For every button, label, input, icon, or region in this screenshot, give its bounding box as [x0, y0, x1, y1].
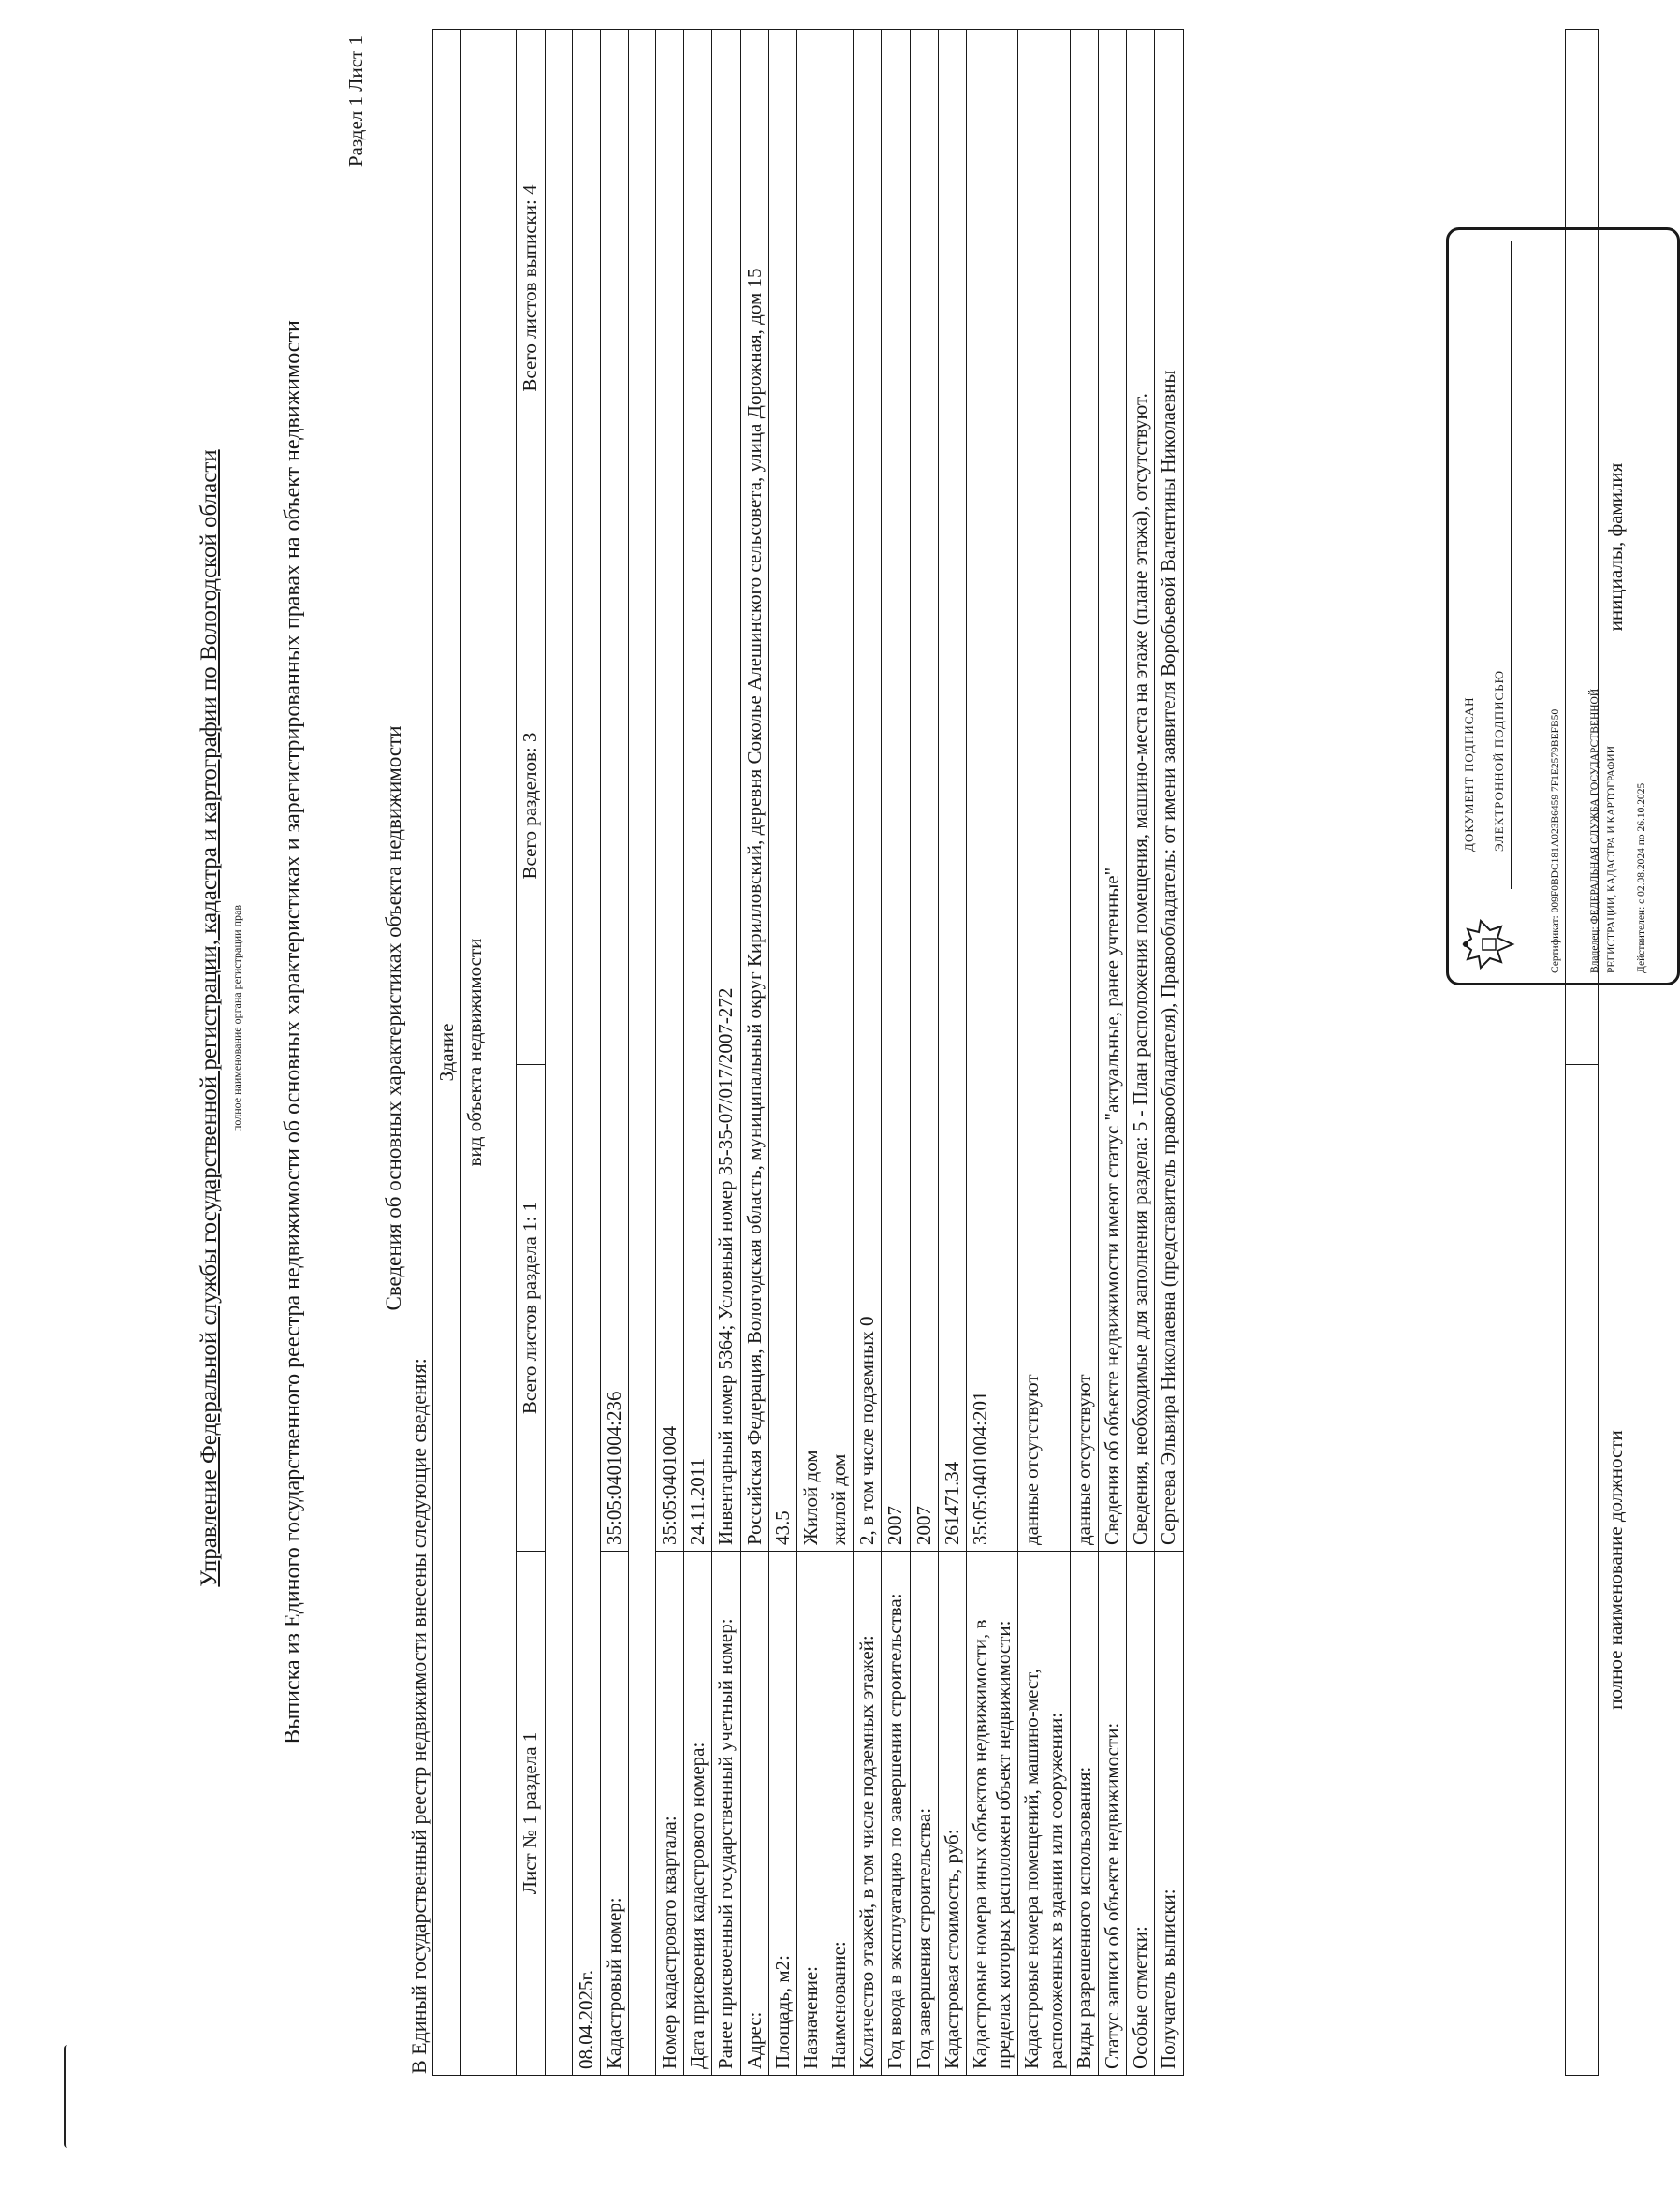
row-value: жилой дом — [825, 30, 854, 1552]
organization-caption: полное наименование органа регистрации прав — [230, 904, 243, 1132]
row-value: 35:05:0401004 — [655, 30, 683, 1552]
row-label: Кадастровые номера иных объектов недвижимости, в пределах которых расположен объект недвижимости: — [967, 1552, 1018, 2076]
row-value: 2007 — [910, 30, 938, 1552]
row-value: 43.5 — [768, 30, 796, 1552]
stamp-divider — [1511, 241, 1512, 889]
row-label: Количество этажей, в том числе подземных этажей: — [854, 1552, 882, 2076]
table-row — [825, 30, 854, 2076]
table-row — [1070, 30, 1098, 2076]
row-label: Статус записи об объекте недвижимости: — [1098, 1552, 1126, 2076]
spacer-row — [628, 30, 655, 2076]
signature-table — [1565, 29, 1634, 2076]
signature-position-cell — [1566, 1065, 1599, 2076]
sheet-number: Лист № 1 раздела 1 — [517, 1552, 545, 2076]
table-row — [1155, 30, 1183, 2076]
electronic-signature-stamp — [1446, 227, 1680, 985]
row-label: Назначение: — [796, 1552, 825, 2076]
sheets-total: Всего листов выписки: 4 — [517, 30, 545, 547]
table-row — [655, 30, 683, 2076]
table-row — [1098, 30, 1126, 2076]
stamp-owner: Владелец: ФЕДЕРАЛЬНАЯ СЛУЖБА ГОСУДАРСТВЕННОЙ — [1589, 688, 1600, 973]
table-row — [1018, 30, 1070, 2076]
row-label: Год ввода в эксплуатацию по завершении строительства: — [882, 1552, 910, 2076]
row-value: данные отсутствуют — [1018, 30, 1070, 1552]
row-value: Сергеева Эльвира Николаевна (представитель правообладателя), Правообладатель: от имени заявителя Воробьевой Валентины Николаевны — [1155, 30, 1183, 1552]
row-value: 24.11.2011 — [684, 30, 712, 1552]
row-label: Кадастровая стоимость, руб: — [938, 1552, 966, 2076]
row-value: Сведения об объекте недвижимости имеют статус "актуальные, ранее учтенные" — [1098, 30, 1126, 1552]
row-value: данные отсутствуют — [1070, 30, 1098, 1552]
sheets-in-section: Всего листов раздела 1: 1 — [517, 1065, 545, 1552]
object-type-caption: вид объекта недвижимости — [461, 30, 489, 2076]
table-row — [740, 30, 768, 2076]
cadastral-number-label: Кадастровый номер: — [600, 1552, 628, 2076]
cadastral-number-value: 35:05:0401004:236 — [600, 30, 628, 1552]
stamp-line-2: ЭЛЕКТРОННОЙ ПОДПИСЬЮ — [1492, 670, 1506, 852]
row-value: Сведения, необходимые для заполнения раздела: 5 - План расположения помещения, машино-места на этаже (плане этажа), отсутствуют. — [1127, 30, 1155, 1552]
table-row — [684, 30, 712, 2076]
row-value: Инвентарный номер 5364; Условный номер 35-35-07/017/2007-272 — [712, 30, 740, 1552]
row-label: Ранее присвоенный государственный учетный номер: — [712, 1552, 740, 2076]
stamp-validity: Действителен: с 02.08.2024 по 26.10.2025 — [1636, 782, 1647, 973]
object-type: Здание — [433, 30, 461, 2076]
row-value: 2007 — [882, 30, 910, 1552]
sections-total: Всего разделов: 3 — [517, 547, 545, 1065]
signature-name-cell — [1566, 30, 1599, 1065]
row-label: Получатель выписки: — [1155, 1552, 1183, 2076]
table-row — [882, 30, 910, 2076]
table-row — [796, 30, 825, 2076]
row-label: Кадастровые номера помещений, машино-мест, расположенных в здании или сооружении: — [1018, 1552, 1070, 2076]
table-row — [1127, 30, 1155, 2076]
stamp-line-1: ДОКУМЕНТ ПОДПИСАН — [1462, 696, 1476, 852]
row-label: Номер кадастрового квартала: — [655, 1552, 683, 2076]
row-value: Российская Федерация, Вологодская область, муниципальный округ Кирилловский, деревня Соколье Алешинского сельсовета, улица Дорожная, дом 15 — [740, 30, 768, 1552]
table-row — [712, 30, 740, 2076]
table-row — [967, 30, 1018, 2076]
table-row — [854, 30, 882, 2076]
section-label: Раздел 1 Лист 1 — [344, 36, 367, 168]
position-label: полное наименование должности — [1604, 1430, 1627, 1710]
main-table — [432, 29, 1184, 2076]
intro-text: В Единый государственный реестр недвижимости внесены следующие сведения: — [407, 1358, 431, 2074]
table-row — [938, 30, 966, 2076]
eagle-emblem-icon — [1460, 917, 1518, 971]
row-value: 261471.34 — [938, 30, 966, 1552]
row-label: Особые отметки: — [1127, 1552, 1155, 2076]
row-value: 35:05:0401004:201 — [967, 30, 1018, 1552]
row-value: Жилой дом — [796, 30, 825, 1552]
spacer-row — [489, 30, 517, 2076]
document-title: Выписка из Единого государственного реестра недвижимости об основных характеристиках и зарегистрированных правах на объект недвижимости — [281, 320, 305, 1744]
extract-date: 08.04.2025г. — [572, 30, 600, 2076]
row-label: Наименование: — [825, 1552, 854, 2076]
section-subtitle: Сведения об основных характеристиках объекта недвижимости — [382, 725, 405, 1311]
table-row — [768, 30, 796, 2076]
row-label: Адрес: — [740, 1552, 768, 2076]
organization-title: Управление Федеральной службы государственной регистрации, кадастра и картографии по Вологодской области — [197, 449, 222, 1587]
stamp-certificate: Сертификат: 009F0BDC181A023B6459 7F1E2579BEFB50 — [1550, 708, 1561, 973]
row-value: 2, в том числе подземных 0 — [854, 30, 882, 1552]
row-label: Год завершения строительства: — [910, 1552, 938, 2076]
row-label: Дата присвоения кадастрового номера: — [684, 1552, 712, 2076]
spacer-row — [545, 30, 572, 2076]
stamp-owner-2: РЕГИСТРАЦИИ, КАДАСТРА И КАРТОГРАФИИ — [1606, 745, 1617, 973]
name-label: инициалы, фамилия — [1604, 462, 1627, 632]
table-row — [910, 30, 938, 2076]
row-label: Виды разрешенного использования: — [1070, 1552, 1098, 2076]
row-label: Площадь, м2: — [768, 1552, 796, 2076]
